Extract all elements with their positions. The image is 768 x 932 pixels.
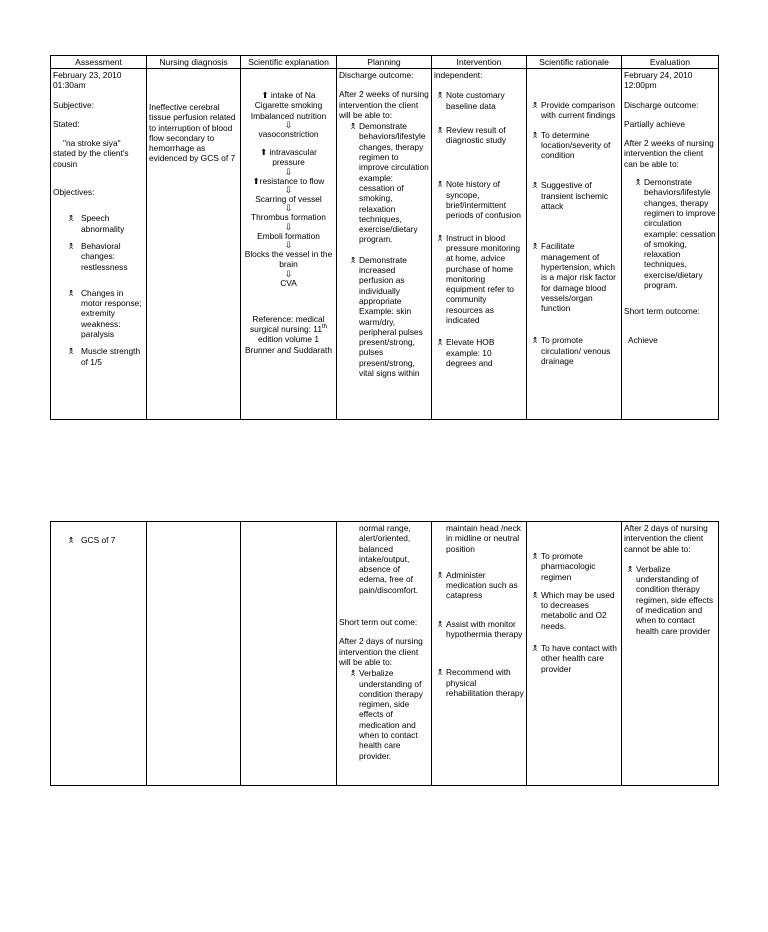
bullet-icon: 🕱	[437, 667, 443, 678]
list-item: 🕱 Provide comparison with current findings	[529, 100, 619, 121]
list-item: 🕱 Speech abnormality	[53, 213, 144, 234]
list-item: 🕱 Facilitate management of hypertension, which is a major risk factor for damage blood vessels/organ function	[529, 241, 619, 313]
list-item: 🕱 Administer medication such as catapress	[434, 570, 524, 601]
intervention-continued: maintain head /neck in midline or neutral position	[446, 523, 521, 554]
list-item: 🕱 Demonstrate behaviors/lifestyle changes, therapy regimen to improve circulation example: cessation of smoking, relaxation techniques, exercise/dietary program.	[624, 177, 716, 290]
header-row	[51, 56, 719, 69]
list-item: 🕱 Changes in motor response; extremity weakness: paralysis	[53, 288, 144, 339]
bullet-icon: 🕱	[437, 337, 443, 348]
down-arrow-icon: ⇩	[284, 221, 293, 232]
bullet-icon: 🕱	[68, 535, 74, 545]
bullet-icon: 🕱	[532, 335, 538, 346]
short-term-result: Achieve	[628, 334, 658, 345]
up-arrow-icon: ⬆	[252, 175, 260, 186]
list-item: 🕱 Review result of diagnostic study	[434, 125, 524, 146]
list-item: 🕱 Instruct in blood pressure monitoring at home, advice purchase of home monitoring equipment refer to community resources as indicated	[434, 233, 524, 326]
bullet-icon: 🕱	[350, 254, 356, 265]
list-item: 🕱 Verbalize understanding of condition therapy regimen, side effects of medication and when to contact health care provider.	[339, 668, 429, 761]
down-arrow-icon: ⇩	[284, 203, 293, 214]
care-plan-table-2	[50, 521, 719, 786]
explanation-step: ⬆ intake of Na	[261, 90, 316, 100]
scientific-rationale-cell	[527, 522, 622, 786]
header-assessment: Assessment	[51, 56, 147, 69]
nursing-diagnosis-text: Ineffective cerebral tissue perfusion related to interruption of blood flow secondary to hemorrhage as evidenced by GCS of 7	[149, 102, 236, 164]
discharge-outcome-label: Discharge outcome:	[339, 70, 414, 80]
bullet-icon: 🕱	[437, 232, 443, 243]
header-planning: Planning	[337, 56, 432, 69]
evaluation-discharge-label: Discharge outcome:	[624, 99, 699, 110]
explanation-step: Scarring of vessel	[255, 194, 322, 205]
bullet-icon: 🕱	[437, 90, 443, 101]
bullet-icon: 🕱	[437, 179, 443, 190]
evaluation-after: After 2 weeks of nursing intervention the client can be able to:	[624, 138, 714, 169]
down-arrow-icon: ⇩	[284, 239, 293, 250]
objectives-label: Objectives:	[53, 187, 95, 198]
intervention-cell	[432, 69, 527, 420]
down-arrow-icon: ⇩	[284, 268, 293, 279]
planning-after: After 2 weeks of nursing intervention the client will be able to:	[339, 89, 429, 120]
list-item: 🕱 Muscle strength of 1/5	[53, 346, 144, 367]
list-item: 🕱 GCS of 7	[53, 535, 144, 545]
header-intervention: Intervention	[432, 56, 527, 69]
stated-label: Stated:	[53, 118, 80, 129]
bullet-icon: 🕱	[437, 124, 443, 135]
down-arrow-icon: ⇩	[284, 166, 293, 177]
bullet-icon: 🕱	[532, 129, 538, 140]
planning-cell	[337, 522, 432, 786]
bullet-icon: 🕱	[437, 618, 443, 629]
explanation-step: Cigarette smoking	[254, 100, 323, 111]
evaluation-time: 12:00pm	[624, 80, 657, 91]
down-arrow-icon: ⇩	[284, 119, 293, 130]
up-arrow-icon: ⬆	[261, 90, 269, 100]
assessment-cell	[51, 522, 147, 786]
bullet-icon: 🕱	[532, 643, 538, 654]
explanation-step: vasoconstriction	[258, 128, 319, 139]
planning-continued: normal range, alert/oriented, balanced intake/output, absence of edema, free of pain/discomfort.	[359, 523, 419, 595]
bullet-icon: 🕱	[350, 668, 356, 679]
list-item: 🕱 To determine location/severity of condition	[529, 130, 619, 161]
list-item: 🕱 Behavioral changes: restlessness	[53, 241, 144, 272]
care-plan-table-1	[50, 55, 719, 420]
planning-after: After 2 days of nursing intervention the client will be able to:	[339, 636, 423, 667]
bullet-icon: 🕱	[532, 589, 538, 600]
evaluation-date: February 24, 2010	[624, 70, 693, 80]
explanation-step: ⬆resistance to flow	[252, 175, 325, 186]
explanation-step: Thrombus formation	[251, 212, 326, 223]
bullet-icon: 🕱	[68, 240, 74, 251]
bullet-icon: 🕱	[635, 177, 641, 188]
scientific-explanation-cell	[241, 522, 337, 786]
list-item: 🕱 To promote pharmacologic regimen	[529, 551, 619, 582]
up-arrow-icon: ⬆	[260, 147, 268, 158]
explanation-step: CVA	[280, 277, 297, 288]
list-item: 🕱 To have contact with other health care provider	[529, 643, 619, 674]
evaluation-cell	[622, 69, 719, 420]
assessment-cell	[51, 69, 147, 420]
explanation-step: Blocks the vessel in the brain	[244, 248, 333, 270]
client-quote: "na stroke siya" stated by the client's cousin	[53, 138, 129, 169]
list-item: 🕱 Demonstrate behaviors/lifestyle changes, therapy regimen to improve circulation example: cessation of smoking, relaxation techniques, exercise/dietary program.	[339, 121, 429, 245]
evaluation-cell	[622, 522, 719, 786]
bullet-icon: 🕱	[350, 121, 356, 132]
evaluation-after: After 2 days of nursing intervention the client cannot be able to:	[624, 523, 708, 554]
down-arrow-icon: ⇩	[284, 185, 293, 196]
scientific-rationale-cell	[527, 69, 622, 420]
header-scientific-explanation: Scientific explanation	[241, 56, 337, 69]
assessment-time: 01:30am	[53, 80, 86, 91]
header-nursing-diagnosis: Nursing diagnosis	[147, 56, 241, 69]
list-item: 🕱 Which may be used to decreases metabolic and O2 needs.	[529, 590, 619, 631]
subjective-label: Subjective:	[53, 99, 94, 110]
reference: Reference: medical surgical nursing: 11th edition volume 1 Brunner and Suddarath	[244, 313, 333, 355]
list-item: 🕱 Suggestive of transient ischemic attack	[529, 180, 619, 211]
list-item: 🕱 Note customary baseline data	[434, 90, 524, 111]
explanation-step: ⬆ intravascular pressure	[260, 147, 317, 168]
list-item: 🕱 Recommend with physical rehabilitation therapy	[434, 667, 524, 698]
bullet-icon: 🕱	[68, 213, 74, 224]
bullet-icon: 🕱	[532, 551, 538, 561]
independent-label: independent:	[434, 70, 483, 80]
planning-cell	[337, 69, 432, 420]
explanation-step: Emboli formation	[257, 230, 320, 241]
bullet-icon: 🕱	[532, 180, 538, 191]
scientific-explanation-cell	[241, 69, 337, 420]
short-term-label: Short term out come:	[339, 617, 418, 628]
table-row	[51, 69, 719, 420]
bullet-icon: 🕱	[68, 287, 74, 298]
list-item: 🕱 Assist with monitor hypothermia therapy	[434, 619, 524, 640]
intervention-cell	[432, 522, 527, 786]
bullet-icon: 🕱	[68, 346, 74, 357]
evaluation-result: Partially achieve	[624, 118, 685, 129]
nursing-diagnosis-cell	[147, 522, 241, 786]
list-item: 🕱 Verbalize understanding of condition therapy regimen, side effects of medication and when to contact health care provider	[624, 564, 716, 636]
list-item: 🕱 Note history of syncope, brief/intermittent periods of confusion	[434, 179, 524, 220]
bullet-icon: 🕱	[532, 241, 538, 252]
list-item: 🕱 To promote circulation/ venous drainage	[529, 335, 619, 366]
header-scientific-rationale: Scientific rationale	[527, 56, 622, 69]
assessment-date: February 23, 2010	[53, 70, 122, 80]
bullet-icon: 🕱	[532, 100, 538, 110]
bullet-icon: 🕱	[437, 569, 443, 580]
header-evaluation: Evaluation	[622, 56, 719, 69]
list-item: 🕱 Demonstrate increased perfusion as individually appropriate Example: skin warm/dry, peripheral pulses present/strong, pulses present/strong, vital signs within	[339, 255, 429, 379]
bullet-icon: 🕱	[627, 563, 633, 574]
short-term-label: Short term outcome:	[624, 306, 700, 317]
nursing-diagnosis-cell	[147, 69, 241, 420]
table-row	[51, 522, 719, 786]
explanation-step: Imbalanced nutrition	[250, 110, 327, 121]
list-item: 🕱 Elevate HOB example: 10 degrees and	[434, 337, 524, 368]
